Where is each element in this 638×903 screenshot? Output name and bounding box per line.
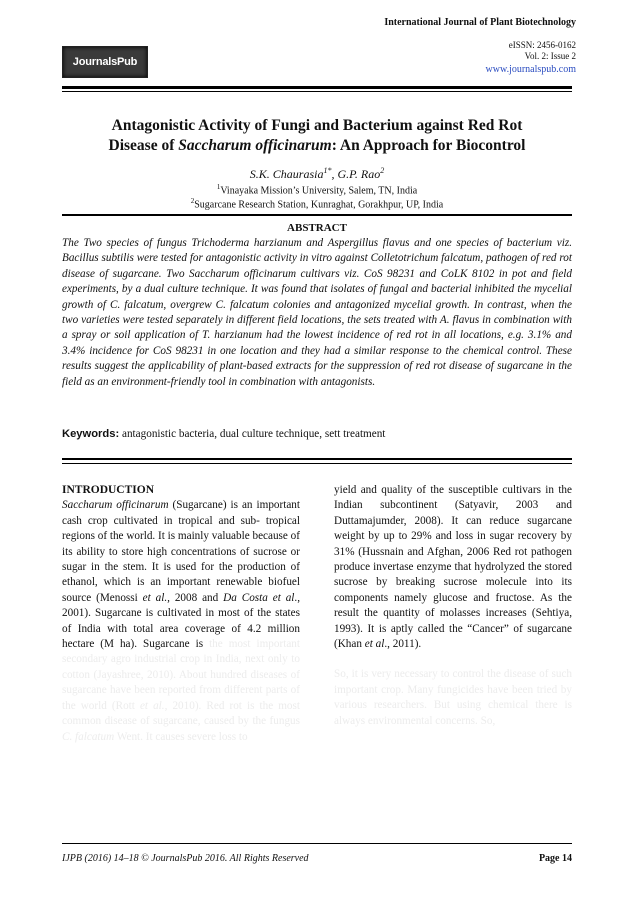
affiliation-2-text: Sugarcane Research Station, Kunraghat, Gorakhpur, UP, India [194, 199, 444, 211]
journal-url[interactable]: www.journalspub.com [485, 64, 576, 75]
abstract-text: The Two species of fungus Trichoderma harzianum and Aspergillus flavus and one species of bacterium viz. Bacillus subtilis were tested for antagonistic activity in vitro against Colletotrichum falcatum, pathogen of red rot disease of sugarcane. Two Saccharum officinarum cultivars viz. CoS 98231 and CoLK 8102 in pot and field experiments, by a dual culture technique. It was found that isolates of fungal and bacterial inhibited the mycelial growth of C. falcatum, overgrew C. falcatum colonies and antagonized mycelial growth. In contrast, when the two varieties were tested separately in different field locations, the sets treated with A. flavus in combination with a spray or soil application of T. harzianum had the lowest incidence of red rot in all locations, e.g. 3.1% and 3.4% incidence for CoS 98231 in one location and they had a similar response to the chemical control. These results suggest the applicability of plant-based extracts for the suppression of red rot disease of sugarcane in the field as an environment-friendly tool in combination with antagonists. [62, 237, 572, 388]
author-1-sup: 1* [323, 166, 332, 175]
title-line-2 [62, 136, 572, 156]
page-number: Page 14 [538, 853, 572, 864]
intro-paragraph-3-faded: So, it is very necessary to control the disease of such important crop. Many fungicides have been tried by various researchers. But using chemical there is always environmental concerns. So, [334, 668, 572, 727]
author-2: , G.P. Rao [331, 167, 381, 181]
intro-paragraph-1 [62, 498, 300, 745]
affiliation-2 [62, 197, 572, 210]
keywords-text: antagonistic bacteria, dual culture technique, sett treatment [119, 428, 386, 440]
title-post: : An Approach for Biocontrol [331, 137, 526, 154]
affiliation-2-sup: 2 [190, 197, 195, 205]
keywords [62, 428, 572, 440]
keywords-label: Keywords: [62, 428, 120, 440]
intro-faded-a: the most important secondary agro industrial crop in India, next only to cotton (Jayashree, 2010). About hundred diseases of sugarcane have been reported from different parts of the world (Rott [62, 638, 300, 712]
paper-title [62, 116, 572, 156]
keywords-rule-thin [62, 463, 572, 464]
journalspub-logo [62, 46, 148, 78]
intro-text-a: (Sugarcane) is an important cash crop cultivated in tropical and sub- tropical regions of the world. It is mainly valuable because of its ability to store high concentrations of sucrose or sugar in the stem. It is used for the production of ethanol, which is an important renewable biofuel source (Menossi [62, 499, 301, 604]
affiliation-1 [62, 183, 572, 196]
intro-faded-text [62, 638, 300, 742]
intro-column-1 [62, 483, 300, 745]
abstract-top-rule [62, 214, 572, 216]
journal-name: International Journal of Plant Biotechnology [384, 17, 576, 28]
author-2-sup: 2 [380, 166, 385, 175]
header-rule-thick [62, 86, 572, 89]
title-species: Saccharum officinarum [178, 137, 332, 154]
intro-etal: et al., [142, 591, 170, 604]
footer-rule [62, 843, 572, 844]
intro-dacosta: Da Costa et al [223, 591, 295, 604]
intro-faded-b: 2010). Red rot is the most common disease of sugarcane, caused by the fungus [62, 699, 300, 728]
intro-text-b: 2008 and [169, 591, 224, 604]
intro-column-2 [334, 483, 572, 729]
footer-citation: IJPB (2016) 14–18 © JournalsPub 2016. All Rights Reserved [62, 853, 309, 864]
intro-species: Saccharum officinarum [62, 499, 169, 512]
affiliation-1-text: Vinayaka Mission’s University, Salem, TN, India [220, 185, 418, 197]
introduction-heading: INTRODUCTION [62, 484, 155, 496]
author-1: S.K. Chaurasia [249, 167, 324, 181]
header-rule-thin [62, 91, 572, 92]
intro-faded-c: Went. It causes severe loss to [114, 730, 248, 743]
keywords-rule-thick [62, 458, 572, 460]
logo-text: JournalsPub [72, 56, 138, 68]
intro-faded-etal: et al., [139, 699, 168, 712]
volume-issue: Vol. 2: Issue 2 [524, 51, 576, 61]
col2-text-a: yield and quality of the susceptible cultivars in the Indian subcontinent (Satyavir, 2003 and Duttamajumder, 2008). It can reduce sugarcane weight by up to 29% and loss in sugar recovery by 31% (Hussnain and Afghan, 2006 Red rot pathogen produce invertase enzyme that hydrolyzed the stored sucrose by breaking sucrose molecule into its components namely glucose and fructose. As the result the quantity of molasses increases (Sehtiya, 1993). It is aptly called the “Cancer” of sugarcane (Khan [334, 484, 572, 651]
authors [62, 166, 572, 182]
intro-paragraph-2 [334, 483, 572, 652]
eissn: eISSN: 2456-0162 [508, 40, 576, 50]
affiliation-1-sup: 1 [216, 183, 221, 191]
intro-text-c: ., 2001). Sugarcane is cultivated in most of the states of India with total area coverage of 4.2 million hectare (M ha). Sugarcane is [62, 591, 301, 651]
col2-text-b: ., 2011). [384, 638, 422, 651]
intro-faded-cf: C. falcatum [62, 730, 115, 743]
abstract-heading: ABSTRACT [287, 222, 347, 234]
col2-etal: et al [364, 638, 385, 651]
title-line-1: Antagonistic Activity of Fungi and Bacterium against Red Rot [111, 117, 523, 134]
title-pre: Disease of [108, 137, 179, 154]
